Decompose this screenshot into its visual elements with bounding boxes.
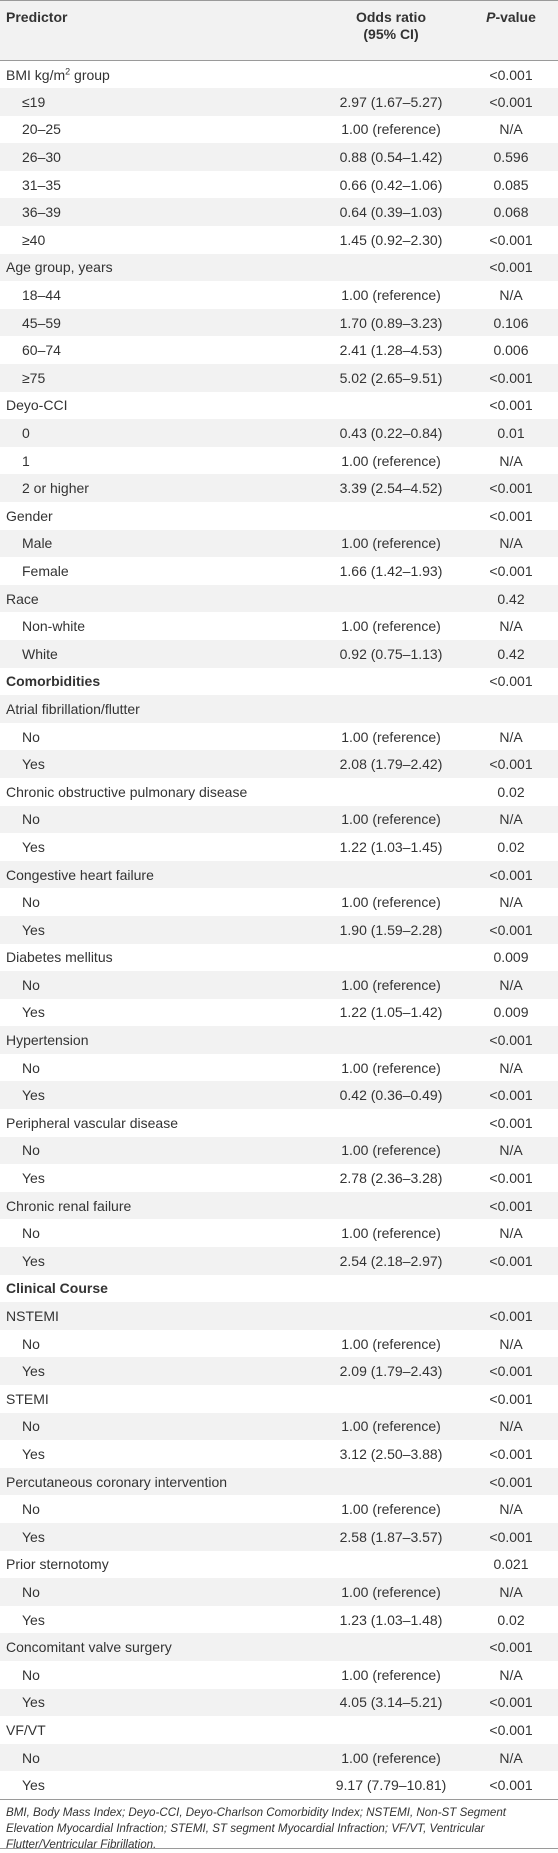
pvalue-cell: <0.001 [489,921,533,938]
predictor-cell: Yes [22,1528,45,1545]
odds-ratio-cell: 2.08 (1.79–2.42) [339,756,443,773]
odds-ratio-cell: 1.00 (reference) [341,894,441,911]
pvalue-cell: N/A [499,1501,523,1518]
odds-ratio-cell [318,1385,464,1413]
table-row [0,1247,558,1275]
pvalue-cell: 0.068 [493,204,529,221]
predictor-cell: Percutaneous coronary intervention [6,1473,228,1490]
odds-ratio-cell: 0.88 (0.54–1.42) [339,149,443,166]
predictor-cell: No [22,1583,40,1600]
odds-ratio-cell: 1.00 (reference) [341,976,441,993]
pvalue-cell: <0.001 [489,1197,533,1214]
odds-ratio-cell: 1.00 (reference) [341,452,441,469]
predictor-cell: 20–25 [22,121,61,138]
predictor-cell: No [22,1335,40,1352]
predictor-cell: Female [22,562,69,579]
table-row [0,723,558,751]
predictor-cell: Deyo-CCI [6,397,68,414]
predictor-cell: Yes [22,1363,45,1380]
header-odds-line2: (95% CI) [363,26,419,42]
pvalue-cell: N/A [499,976,523,993]
pvalue-cell: N/A [499,121,523,138]
predictor-cell: Non-white [22,618,86,635]
odds-ratio-cell: 1.22 (1.03–1.45) [339,838,443,855]
odds-ratio-cell: 1.70 (0.89–3.23) [339,314,443,331]
table-row [0,999,558,1027]
bmi-label-sup: 2 [65,65,71,76]
table-row [0,419,558,447]
odds-ratio-cell [318,668,464,696]
table-row [0,116,558,144]
table-row [0,612,558,640]
odds-ratio-cell: 1.00 (reference) [341,811,441,828]
predictor-cell: Yes [22,921,45,938]
odds-ratio-cell [318,1109,464,1137]
pvalue-cell: <0.001 [489,1170,533,1187]
table-row [0,640,558,668]
table-row [0,1137,558,1165]
predictor-cell: Yes [22,1004,45,1021]
predictor-cell: Yes [22,838,45,855]
pvalue-cell: 0.02 [497,1611,525,1628]
predictor-cell: Age group, years [6,259,113,276]
odds-ratio-cell: 1.00 (reference) [341,1142,441,1159]
odds-ratio-cell [318,392,464,420]
odds-ratio-cell: 3.12 (2.50–3.88) [339,1445,443,1462]
table-footnote: BMI, Body Mass Index; Deyo-CCI, Deyo-Charlson Comorbidity Index; NSTEMI, Non-ST Segment Elevation Myocardial Infraction; STEMI, ST segment Myocardial Infraction; VF/VT, Ventricular Flutter/Ventricular Fibrillation. [0,1799,558,1849]
odds-ratio-cell [318,1302,464,1330]
predictor-cell: No [22,1749,40,1766]
predictor-cell: No [22,1225,40,1242]
table-row [0,171,558,199]
pvalue-cell: <0.001 [489,1308,533,1325]
predictor-cell: Race [6,590,39,607]
table-row [0,1578,558,1606]
odds-ratio-cell: 1.00 (reference) [341,1583,441,1600]
pvalue-cell: 0.009 [493,949,529,966]
predictor-cell: Congestive heart failure [6,866,154,883]
header-odds-ratio [318,1,464,61]
predictor-cell: No [22,1501,40,1518]
table-row [0,1689,558,1717]
odds-ratio-cell: 1.00 (reference) [341,728,441,745]
odds-ratio-cell [318,861,464,889]
pvalue-cell: N/A [499,894,523,911]
pvalue-cell: <0.001 [489,1363,533,1380]
pvalue-cell: N/A [499,1142,523,1159]
pvalue-cell: <0.001 [489,562,533,579]
pvalue-cell: <0.001 [489,1252,533,1269]
odds-ratio-cell [318,695,464,723]
pvalue-cell: <0.001 [489,1445,533,1462]
odds-ratio-cell: 2.54 (2.18–2.97) [339,1252,443,1269]
pvalue-cell: <0.001 [489,231,533,248]
table-row [0,585,558,613]
predictor-cell: Yes [22,1170,45,1187]
table-row [0,530,558,558]
pvalue-cell: 0.085 [493,176,529,193]
table-row [0,1413,558,1441]
table-row [0,668,558,696]
predictor-cell: Concomitant valve surgery [6,1639,172,1656]
odds-ratio-cell [318,1633,464,1661]
table-row [0,750,558,778]
predictor-cell: No [22,1666,40,1683]
table-header [0,1,558,61]
table-row [0,1771,558,1799]
table-row [0,226,558,254]
pvalue-cell [464,1275,558,1303]
pvalue-cell [464,695,558,723]
odds-ratio-cell [318,1192,464,1220]
odds-ratio-cell: 9.17 (7.79–10.81) [335,1777,447,1794]
table-row [0,254,558,282]
predictor-cell: Yes [22,1777,45,1794]
predictor-cell: Yes [22,1611,45,1628]
odds-ratio-cell: 1.00 (reference) [341,1418,441,1435]
table-row [0,1633,558,1661]
odds-ratio-cell: 2.41 (1.28–4.53) [339,342,443,359]
predictor-cell: Diabetes mellitus [6,949,113,966]
odds-ratio-cell [318,1716,464,1744]
pvalue-cell: N/A [499,728,523,745]
predictor-cell: 45–59 [22,314,61,331]
table-row [0,1357,558,1385]
pvalue-cell: 0.006 [493,342,529,359]
odds-ratio-cell: 1.00 (reference) [341,1501,441,1518]
table-row [0,1219,558,1247]
pvalue-cell: N/A [499,811,523,828]
table-row [0,971,558,999]
table-row [0,88,558,116]
odds-ratio-cell: 1.90 (1.59–2.28) [339,921,443,938]
pvalue-cell: N/A [499,1583,523,1600]
table-row [0,833,558,861]
predictor-cell: 0 [22,425,30,442]
table-row [0,1523,558,1551]
bmi-label-main: BMI kg/m [6,66,66,83]
odds-ratio-cell [318,254,464,282]
predictor-cell: Gender [6,507,53,524]
table-row [0,1081,558,1109]
table-row [0,1192,558,1220]
pvalue-cell: <0.001 [489,1777,533,1794]
odds-ratio-cell: 1.66 (1.42–1.93) [339,562,443,579]
odds-ratio-cell [318,61,464,89]
pvalue-cell: N/A [499,1225,523,1242]
table-row [0,1440,558,1468]
pvalue-cell: <0.001 [489,369,533,386]
pvalue-cell: 0.009 [493,1004,529,1021]
table-row [0,392,558,420]
odds-ratio-cell: 1.00 (reference) [341,287,441,304]
table-row [0,1054,558,1082]
odds-ratio-cell: 2.78 (2.36–3.28) [339,1170,443,1187]
predictor-cell: Clinical Course [6,1280,108,1297]
table-row [0,1109,558,1137]
odds-ratio-cell: 0.43 (0.22–0.84) [339,425,443,442]
predictor-cell: Male [22,535,53,552]
odds-ratio-cell [318,1551,464,1579]
pvalue-cell: <0.001 [489,507,533,524]
pvalue-cell: N/A [499,1059,523,1076]
table-row [0,198,558,226]
header-pvalue-italic: P [486,9,496,25]
pvalue-cell: <0.001 [489,756,533,773]
table-row [0,1330,558,1358]
odds-ratio-cell: 1.00 (reference) [341,1335,441,1352]
predictor-cell: No [22,1142,40,1159]
pvalue-cell: <0.001 [489,1528,533,1545]
pvalue-cell: N/A [499,618,523,635]
odds-ratio-cell: 1.00 (reference) [341,1225,441,1242]
table-row [0,474,558,502]
predictor-cell: 2 or higher [22,480,89,497]
table-row [0,861,558,889]
table-row [0,1275,558,1303]
predictor-cell: Chronic renal failure [6,1197,132,1214]
predictor-cell: VF/VT [6,1721,46,1738]
predictor-cell: 1 [22,452,30,469]
predictor-cell: STEMI [6,1390,49,1407]
predictor-cell: No [22,1059,40,1076]
odds-ratio-cell [318,1275,464,1303]
table-row [0,1716,558,1744]
odds-ratio-cell: 0.42 (0.36–0.49) [339,1087,443,1104]
pvalue-cell: N/A [499,1666,523,1683]
pvalue-cell: <0.001 [489,93,533,110]
predictor-cell: No [22,811,40,828]
pvalue-cell: <0.001 [489,1114,533,1131]
header-pvalue [464,1,558,61]
pvalue-cell: 0.021 [493,1556,529,1573]
predictor-cell: ≥75 [22,369,46,386]
pvalue-cell: <0.001 [489,866,533,883]
pvalue-cell: 0.01 [497,425,525,442]
table-row [0,336,558,364]
odds-ratio-cell: 2.09 (1.79–2.43) [339,1363,443,1380]
header-odds-line1: Odds ratio [355,9,426,25]
table-row [0,502,558,530]
pvalue-cell: <0.001 [489,1087,533,1104]
predictor-cell: Yes [22,1694,45,1711]
bmi-label-tail: group [70,66,110,83]
pvalue-cell: 0.596 [493,149,529,166]
predictor-cell: 18–44 [22,287,61,304]
predictor-cell: 36–39 [22,204,61,221]
predictor-cell: Yes [22,1087,45,1104]
header-pvalue-rest: -value [495,9,536,25]
table-row [0,364,558,392]
odds-ratio-cell: 5.02 (2.65–9.51) [339,369,443,386]
table-row [0,778,558,806]
pvalue-cell: 0.106 [493,314,529,331]
pvalue-cell: N/A [499,1335,523,1352]
odds-ratio-cell: 1.45 (0.92–2.30) [339,231,443,248]
table-row [0,1026,558,1054]
odds-ratio-cell: 1.00 (reference) [341,618,441,635]
table-row [0,916,558,944]
odds-ratio-cell: 1.00 (reference) [341,1749,441,1766]
odds-ratio-cell [318,778,464,806]
pvalue-cell: 0.02 [497,783,525,800]
predictor-cell: ≥40 [22,231,46,248]
pvalue-cell: <0.001 [489,1390,533,1407]
predictor-cell: 26–30 [22,149,61,166]
pvalue-cell: <0.001 [489,1032,533,1049]
table-row [0,143,558,171]
odds-ratio-cell [318,1026,464,1054]
odds-ratio-cell [318,585,464,613]
table-row [0,1164,558,1192]
odds-ratio-cell: 0.66 (0.42–1.06) [339,176,443,193]
table-row [0,281,558,309]
pvalue-cell: <0.001 [489,480,533,497]
table-row [0,1551,558,1579]
odds-ratio-cell: 1.22 (1.05–1.42) [339,1004,443,1021]
predictor-cell: Atrial fibrillation/flutter [6,700,140,717]
table-row [0,806,558,834]
pvalue-cell: <0.001 [489,1473,533,1490]
odds-ratio-cell: 1.00 (reference) [341,535,441,552]
pvalue-cell: 0.42 [497,590,525,607]
odds-ratio-cell: 1.00 (reference) [341,1059,441,1076]
predictor-cell: Hypertension [6,1032,89,1049]
pvalue-cell: 0.02 [497,838,525,855]
header-row [0,1,558,61]
pvalue-cell: <0.001 [489,66,533,83]
predictor-cell: 60–74 [22,342,61,359]
odds-ratio-cell: 1.23 (1.03–1.48) [339,1611,443,1628]
predictor-cell: ≤19 [22,93,46,110]
pvalue-cell: <0.001 [489,397,533,414]
table-row [0,1302,558,1330]
table-row [0,1468,558,1496]
table-row [0,309,558,337]
predictor-cell [0,61,318,89]
pvalue-cell: N/A [499,287,523,304]
table-row [0,695,558,723]
table-row [0,944,558,972]
pvalue-cell: <0.001 [489,1639,533,1656]
odds-ratio-cell: 1.00 (reference) [341,121,441,138]
table-row [0,1385,558,1413]
predictor-cell: Prior sternotomy [6,1556,109,1573]
table-row [0,61,558,89]
table-row [0,1606,558,1634]
odds-ratio-cell: 0.92 (0.75–1.13) [339,645,443,662]
odds-ratio-cell: 1.00 (reference) [341,1666,441,1683]
predictor-cell: Chronic obstructive pulmonary disease [6,783,248,800]
pvalue-cell: <0.001 [489,673,533,690]
predictor-cell: White [22,645,58,662]
odds-ratio-cell: 0.64 (0.39–1.03) [339,204,443,221]
odds-ratio-cell [318,502,464,530]
header-predictor: Predictor [6,9,68,25]
predictor-cell: NSTEMI [6,1308,59,1325]
predictor-cell: Comorbidities [6,673,101,690]
predictor-cell: No [22,1418,40,1435]
predictor-cell: No [22,894,40,911]
odds-ratio-cell: 4.05 (3.14–5.21) [339,1694,443,1711]
pvalue-cell: N/A [499,1418,523,1435]
odds-ratio-cell [318,1468,464,1496]
predictor-cell: No [22,976,40,993]
pvalue-cell: 0.42 [497,645,525,662]
predictor-cell: Yes [22,1445,45,1462]
predictor-cell: Peripheral vascular disease [6,1114,178,1131]
odds-ratio-cell: 2.97 (1.67–5.27) [339,93,443,110]
pvalue-cell: <0.001 [489,1721,533,1738]
table-row [0,888,558,916]
table-row [0,1744,558,1772]
table-body [0,61,558,1799]
pvalue-cell: <0.001 [489,1694,533,1711]
predictor-cell: 31–35 [22,176,61,193]
odds-ratio-cell: 2.58 (1.87–3.57) [339,1528,443,1545]
pvalue-cell: N/A [499,535,523,552]
pvalue-cell: <0.001 [489,259,533,276]
odds-ratio-cell [318,944,464,972]
pvalue-cell: N/A [499,1749,523,1766]
table-row [0,1661,558,1689]
table-row [0,447,558,475]
pvalue-cell: N/A [499,452,523,469]
odds-ratio-cell: 3.39 (2.54–4.52) [339,480,443,497]
table-row [0,557,558,585]
table-row [0,1495,558,1523]
predictor-cell: Yes [22,1252,45,1269]
predictor-cell: Yes [22,756,45,773]
predictor-cell: No [22,728,40,745]
